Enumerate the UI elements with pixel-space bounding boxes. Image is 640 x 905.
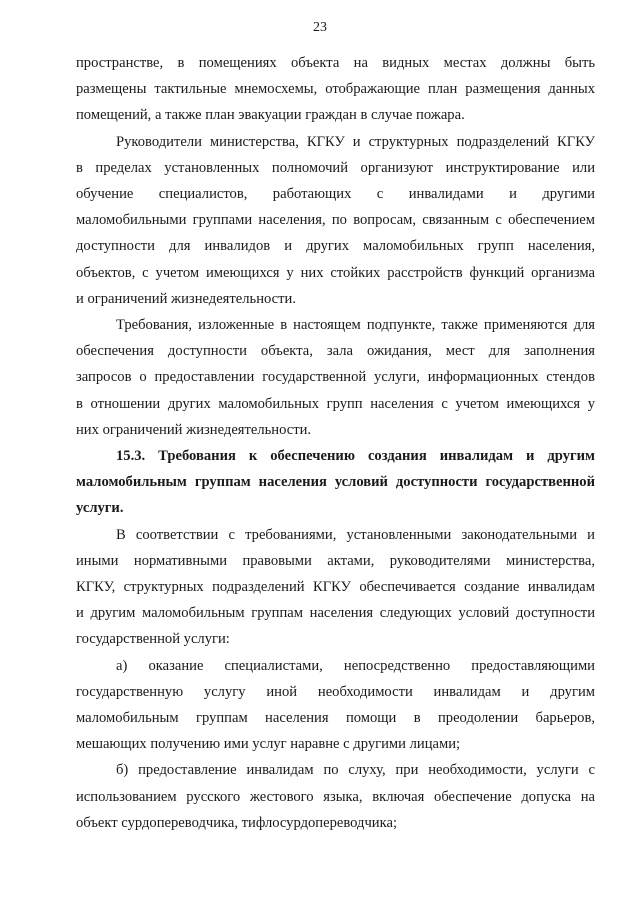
text-line: в пределах установленных полномочий организуют инструктирование или	[76, 159, 595, 176]
text-line: пространстве, в помещениях объекта на видных местах должны быть	[76, 55, 595, 71]
text-line: и другим маломобильным группам населения следующих условий доступности	[76, 605, 595, 622]
paragraph	[76, 522, 595, 653]
text-line: КГКУ, структурных подразделений КГКУ обеспечивается создание инвалидам	[76, 579, 595, 596]
text-line: маломобильными группами населения, по вопросам, связанным с обеспечением	[76, 212, 595, 229]
heading-line: маломобильным группам населения условий доступности государственной	[76, 474, 595, 491]
text-line: них ограничений жизнедеятельности.	[76, 421, 312, 438]
text-line: доступности для инвалидов и других маломобильных групп населения,	[76, 238, 595, 255]
section-heading	[76, 443, 595, 522]
list-item-a	[76, 653, 595, 758]
document-page	[76, 0, 595, 836]
text-line: помещений, а также план эвакуации граждан в случае пожара.	[76, 107, 465, 124]
text-line: объектов, с учетом имеющихся у них стойких расстройств функций организма	[76, 264, 595, 281]
text-line: размещены тактильные мнемосхемы, отображающие план размещения данных	[76, 81, 595, 98]
text-line: государственной услуги:	[76, 631, 230, 648]
text-line: в отношении других маломобильных групп населения с учетом имеющихся у	[76, 395, 595, 412]
text-line: запросов о предоставлении государственной услуги, информационных стендов	[76, 369, 595, 386]
paragraph	[76, 50, 595, 129]
paragraph	[76, 312, 595, 443]
text-line: мешающих получению ими услуг наравне с другими лицами;	[76, 736, 461, 753]
text-line: обеспечения доступности объекта, зала ожидания, мест для заполнения	[76, 343, 595, 360]
text-line: иными нормативными правовыми актами, руководителями министерства,	[76, 552, 595, 569]
list-item-b	[76, 757, 595, 836]
text-line: и ограничений жизнедеятельности.	[76, 290, 296, 307]
text-line: Требования, изложенные в настоящем подпункте, также применяются для	[116, 317, 595, 334]
text-line: маломобильным группам населения помощи в преодолении барьеров,	[76, 710, 595, 727]
text-line: В соответствии с требованиями, установленными законодательными и	[116, 526, 595, 543]
text-line: объект сурдопереводчика, тифлосурдопереводчика;	[76, 814, 397, 831]
heading-line: услуги.	[76, 500, 124, 517]
document-body	[76, 0, 595, 836]
text-line: обучение специалистов, работающих с инвалидами и другими	[76, 186, 595, 203]
heading-line: 15.3. Требования к обеспечению создания инвалидам и другим	[116, 448, 595, 465]
paragraph	[76, 129, 595, 312]
text-line: государственную услугу иной необходимости инвалидам и другим	[76, 683, 595, 700]
text-line: использованием русского жестового языка, включая обеспечение допуска на	[76, 788, 595, 805]
text-line: б) предоставление инвалидам по слуху, при необходимости, услуги с	[116, 762, 595, 779]
page-number: 23	[313, 20, 327, 35]
text-line: а) оказание специалистами, непосредственно предоставляющими	[116, 657, 595, 674]
text-line: Руководители министерства, КГКУ и структурных подразделений КГКУ	[116, 133, 595, 150]
